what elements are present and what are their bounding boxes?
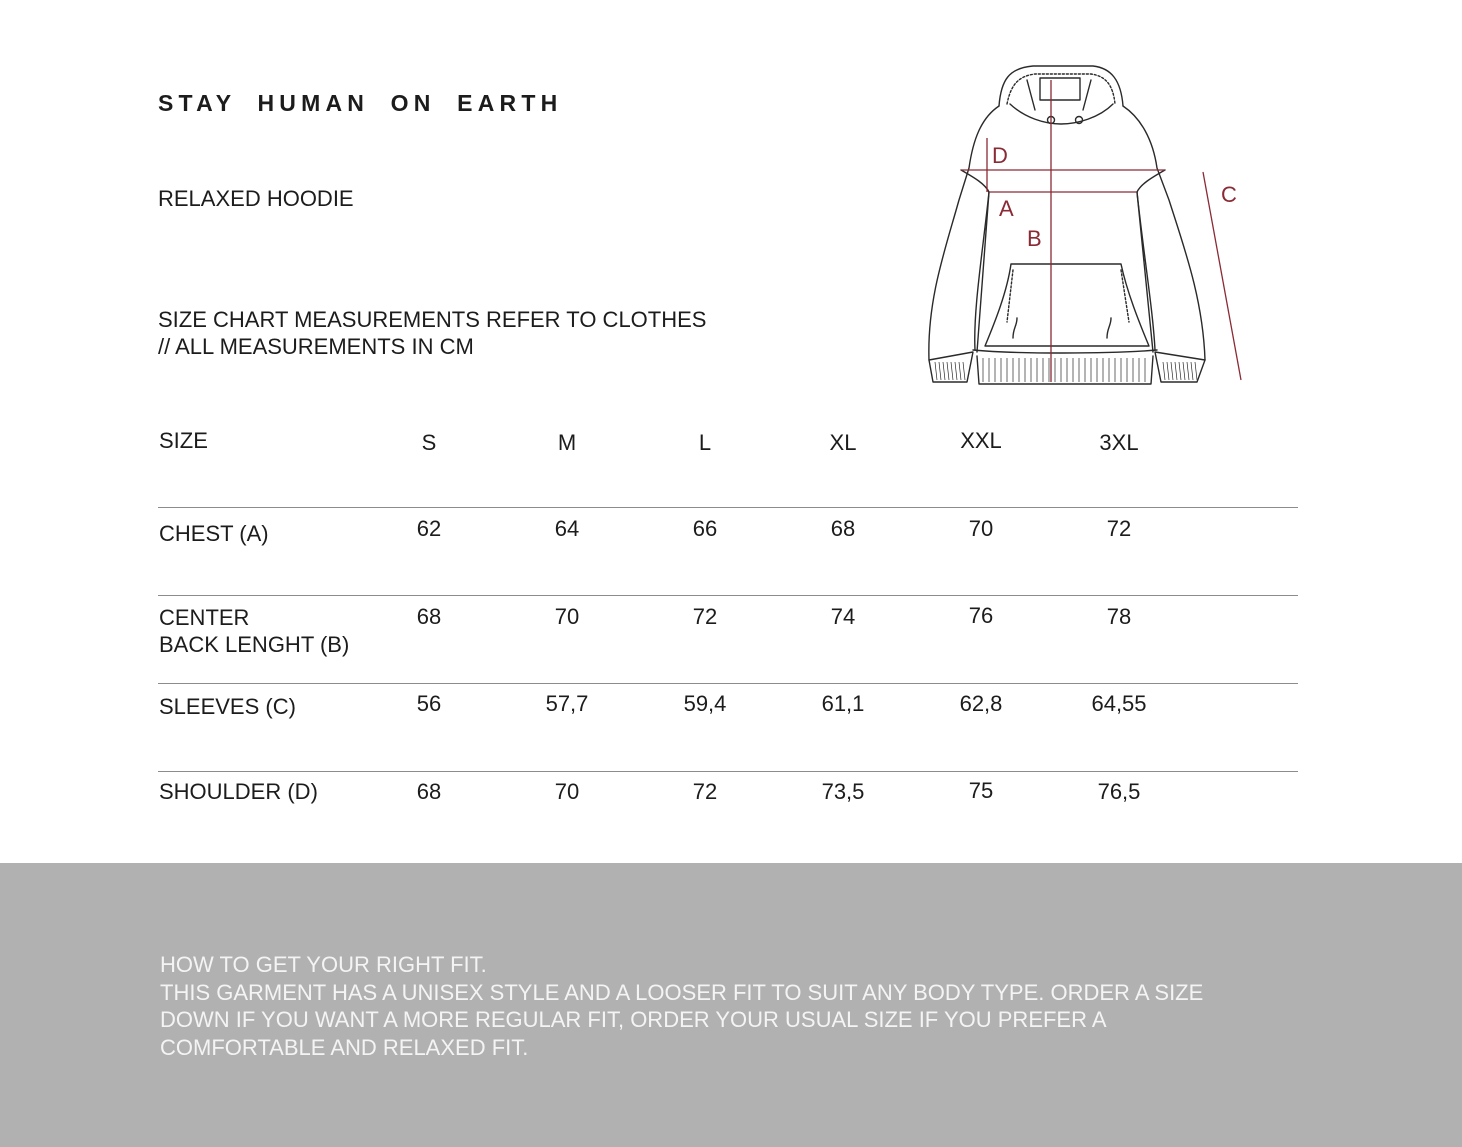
measurement-note — [158, 306, 706, 360]
table-row-shoulder — [158, 771, 1298, 859]
row-label-line-1: CENTER — [159, 605, 250, 630]
table-cell: 72 — [692, 779, 718, 804]
table-cell: 66 — [692, 516, 718, 541]
table-cell: 68 — [830, 516, 856, 541]
row-label: SLEEVES (C) — [159, 694, 296, 719]
table-cell: 57,7 — [545, 691, 589, 716]
table-cell: 68 — [416, 779, 442, 804]
table-cell: 61,1 — [821, 691, 865, 716]
label-a: A — [999, 196, 1014, 221]
table-cell: 76 — [968, 603, 994, 628]
table-cell: 72 — [1106, 516, 1132, 541]
hoodie-measurement-diagram — [915, 60, 1255, 390]
header-size: SIZE — [159, 428, 208, 453]
row-label — [159, 604, 349, 658]
fit-advice-heading: HOW TO GET YOUR RIGHT FIT. — [160, 952, 487, 977]
table-cell: 64,55 — [1091, 691, 1147, 716]
table-cell: 62,8 — [959, 691, 1003, 716]
header-xl: XL — [829, 430, 857, 455]
table-cell: 70 — [554, 604, 580, 629]
table-cell: 75 — [968, 778, 994, 803]
table-cell: 72 — [692, 604, 718, 629]
brand-title: STAY HUMAN ON EARTH — [158, 90, 563, 116]
label-b: B — [1027, 226, 1042, 251]
header-3xl: 3XL — [1099, 430, 1139, 455]
table-cell: 74 — [830, 604, 856, 629]
table-cell: 76,5 — [1097, 779, 1141, 804]
measurement-note-line-2: // ALL MEASUREMENTS IN CM — [158, 334, 474, 359]
table-cell: 78 — [1106, 604, 1132, 629]
table-cell: 62 — [416, 516, 442, 541]
size-chart-table — [158, 420, 1298, 859]
label-d: D — [992, 143, 1008, 168]
product-name: RELAXED HOODIE — [158, 186, 354, 211]
table-cell: 73,5 — [821, 779, 865, 804]
table-row-back-length — [158, 595, 1298, 683]
label-c: C — [1221, 182, 1237, 207]
header-l: L — [698, 430, 712, 455]
row-label-line-2: BACK LENGHT (B) — [159, 632, 350, 657]
fit-advice-line: THIS GARMENT HAS A UNISEX STYLE AND A LOOSER FIT TO SUIT ANY BODY TYPE. ORDER A SIZE — [160, 979, 1204, 1005]
fit-advice-text — [160, 951, 1203, 1061]
table-cell: 56 — [416, 691, 442, 716]
header-m: M — [557, 430, 577, 455]
table-header-row — [158, 420, 1298, 507]
row-label: CHEST (A) — [159, 521, 269, 546]
table-cell: 64 — [554, 516, 580, 541]
fit-advice-panel — [0, 863, 1462, 1147]
header-xxl: XXL — [960, 428, 1002, 453]
fit-advice-line: COMFORTABLE AND RELAXED FIT. — [160, 1034, 529, 1060]
table-row-chest — [158, 507, 1298, 595]
measurement-note-line-1: SIZE CHART MEASUREMENTS REFER TO CLOTHES — [158, 307, 707, 332]
table-cell: 59,4 — [683, 691, 727, 716]
table-cell: 68 — [416, 604, 442, 629]
table-cell: 70 — [554, 779, 580, 804]
row-label: SHOULDER (D) — [159, 779, 318, 804]
fit-advice-line: DOWN IF YOU WANT A MORE REGULAR FIT, ORDER YOUR USUAL SIZE IF YOU PREFER A — [160, 1007, 1107, 1032]
table-row-sleeves — [158, 683, 1298, 771]
header-s: S — [421, 430, 437, 455]
table-cell: 70 — [968, 516, 994, 541]
